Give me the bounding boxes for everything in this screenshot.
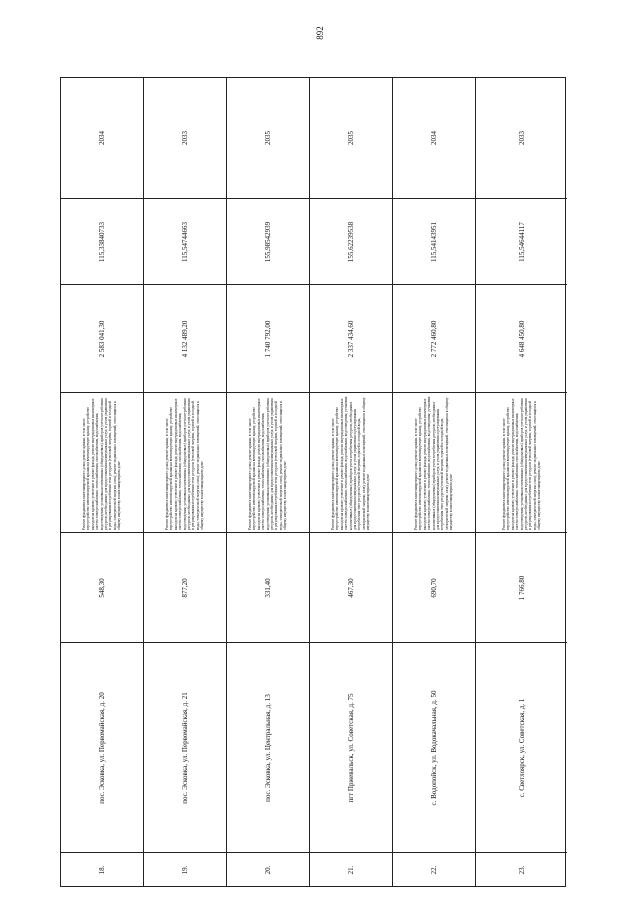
works-text: Ремонт фундамента многоквартирного дома; ремонт крыши, в том числе переустройство невентилируемой крыши на вентилируемую крышу, устройство выходов на кровлю; утепление и ремонт фасада; ремонт внутридомовых инженерных систем электроснабжения, теплоснабжения, водоснабжения, водоотведения; установка коллективных (общедомовых) приборов учета потребления ресурсов, необходимых для предоставления коммунальных услуг, и узлов управления и регулирования потребления этих ресурсов (тепловой энергии, горячей и холодной воды, электрической энергии, газа); ремонт подвальных помещений, относящихся к общему имуществу в многоквартирном доме xyxy=(414,396,454,530)
cell-works xyxy=(310,392,392,532)
cell-num xyxy=(393,852,475,886)
cell-specific xyxy=(227,198,309,284)
cell-num xyxy=(476,852,567,886)
table-row xyxy=(227,78,310,886)
cell-address xyxy=(61,642,143,852)
cell-area xyxy=(310,532,392,642)
num-text: 18. xyxy=(98,865,106,874)
cell-area xyxy=(61,532,143,642)
cost-text: 1 740 792,00 xyxy=(264,320,272,357)
table-row xyxy=(61,78,144,886)
cell-area xyxy=(227,532,309,642)
area-text: 877,20 xyxy=(181,577,189,598)
year-text: 2034 xyxy=(430,131,438,145)
page-number: 892 xyxy=(315,26,325,40)
table-row xyxy=(144,78,227,886)
works-text: Ремонт фундамента многоквартирного дома; ремонт крыши, в том числе переустройство невентилируемой крыши на вентилируемую крышу, устройство выходов на кровлю; утепление и ремонт фасада; ремонт внутридомовых инженерных систем электроснабжения, теплоснабжения, газоснабжения, водоснабжения, водоотведения; установка коллективных (общедомовых) приборов учета потребления ресурсов, необходимых для предоставления коммунальных услуг, и узлов управления и регулирования потребления этих ресурсов (тепловой энергии, горячей и холодной воды, электрической энергии, газа); ремонт подвальных помещений, относящихся к общему имуществу в многоквартирном доме xyxy=(82,397,122,530)
area-text: 548,30 xyxy=(98,577,106,598)
cell-year xyxy=(310,78,392,198)
specific-text: 115,33840733 xyxy=(98,221,106,262)
cost-text: 2 772 460,80 xyxy=(430,320,438,357)
cell-works xyxy=(227,392,309,532)
cell-works xyxy=(476,392,567,532)
num-text: 20. xyxy=(264,865,272,874)
cell-works xyxy=(61,392,143,532)
cell-cost xyxy=(476,284,567,392)
cell-area xyxy=(476,532,567,642)
cell-specific xyxy=(476,198,567,284)
cell-cost xyxy=(310,284,392,392)
cell-address xyxy=(393,642,475,852)
address-text: пос. Эсковка, ул. Центральная, д. 13 xyxy=(264,693,272,802)
area-text: 467,30 xyxy=(347,577,355,598)
cell-year xyxy=(144,78,226,198)
cell-address xyxy=(144,642,226,852)
area-text: 690,70 xyxy=(430,577,438,598)
cell-area xyxy=(144,532,226,642)
address-text: пос. Эсковка, ул. Первомайская, д. 20 xyxy=(98,691,106,804)
capital-repair-table xyxy=(60,77,566,887)
works-text: Ремонт фундамента многоквартирного дома; ремонт крыши, в том числе переустройство невентилируемой крыши на вентилируемую крышу, устройство выходов на кровлю; утепление и ремонт фасада; ремонт внутридомовых инженерных систем электроснабжения, теплоснабжения, водоснабжения, водоотведения; установка коллективных (общедомовых) приборов учета потребления ресурсов, необходимых для предоставления коммунальных услуг, и узлов управления и регулирования потребления этих ресурсов (тепловой энергии, горячей и холодной воды, электрической энергии, газа); ремонт подвальных помещений, относящихся к общему имуществу в многоквартирном доме xyxy=(331,396,371,530)
num-text: 19. xyxy=(181,865,189,874)
cell-num xyxy=(310,852,392,886)
cell-specific xyxy=(310,198,392,284)
year-text: 2033 xyxy=(517,131,526,145)
num-text: 21. xyxy=(347,865,355,874)
num-text: 23. xyxy=(517,865,526,874)
cell-year xyxy=(476,78,567,198)
cell-area xyxy=(393,532,475,642)
cell-works xyxy=(144,392,226,532)
cost-text: 2 583 041,30 xyxy=(98,320,106,357)
specific-text: 155,98542939 xyxy=(264,221,272,262)
area-text: 331,40 xyxy=(264,577,272,598)
address-text: с. Светлоярск, ул. Советская, д. 1 xyxy=(517,698,526,797)
cell-address xyxy=(310,642,392,852)
cell-specific xyxy=(144,198,226,284)
cell-specific xyxy=(393,198,475,284)
cost-text: 2 337 434,60 xyxy=(347,320,355,357)
table-row xyxy=(310,78,393,886)
specific-text: 115,54744663 xyxy=(181,221,189,262)
cell-year xyxy=(393,78,475,198)
specific-text: 115,54644117 xyxy=(517,221,526,262)
cost-text: 4 648 450,80 xyxy=(517,320,526,357)
num-text: 22. xyxy=(430,865,438,874)
year-text: 2034 xyxy=(98,131,106,145)
works-text: Ремонт фундамента многоквартирного дома; ремонт крыши, в том числе переустройство невентилируемой крыши на вентилируемую крышу, устройство выходов на кровлю; утепление и ремонт фасада; ремонт внутридомовых инженерных систем электроснабжения, теплоснабжения, газоснабжения, водоснабжения, водоотведения; установка коллективных (общедомовых) приборов учета потребления ресурсов, необходимых для предоставления коммунальных услуг, и узлов управления и регулирования потребления этих ресурсов (тепловой энергии, горячей и холодной воды, электрической энергии, газа); ремонт подвальных помещений, относящихся к общему имуществу в многоквартирном доме xyxy=(501,397,541,530)
area-text: 1 766,80 xyxy=(517,575,526,600)
cell-works xyxy=(393,392,475,532)
specific-text: 155,62239538 xyxy=(347,221,355,262)
cell-num xyxy=(227,852,309,886)
cell-cost xyxy=(393,284,475,392)
cell-address xyxy=(227,642,309,852)
cell-cost xyxy=(61,284,143,392)
cell-num xyxy=(144,852,226,886)
year-text: 2033 xyxy=(181,131,189,145)
address-text: пгт Пржевальск, ул. Советская, д. 75 xyxy=(347,692,355,803)
address-text: с. Водопойск, ул. Водокачальная, д. 50 xyxy=(430,690,438,805)
cell-cost xyxy=(144,284,226,392)
works-text: Ремонт фундамента многоквартирного дома; ремонт крыши, в том числе переустройство невентилируемой крыши на вентилируемую крышу, устройство выходов на кровлю; утепление и ремонт фасада; ремонт внутридомовых инженерных систем электроснабжения, теплоснабжения, газоснабжения, водоснабжения, водоотведения; установка коллективных (общедомовых) приборов учета потребления ресурсов, необходимых для предоставления коммунальных услуг, и узлов управления и регулирования потребления этих ресурсов (тепловой энергии, горячей и холодной воды, электрической энергии, газа); ремонт подвальных помещений, относящихся к общему имуществу в многоквартирном доме xyxy=(248,397,288,530)
cell-year xyxy=(227,78,309,198)
works-text: Ремонт фундамента многоквартирного дома; ремонт крыши, в том числе переустройство невентилируемой крыши на вентилируемую крышу, устройство выходов на кровлю; утепление и ремонт фасада; ремонт внутридомовых инженерных систем электроснабжения, теплоснабжения, газоснабжения, водоснабжения, водоотведения; установка коллективных (общедомовых) приборов учета потребления ресурсов, необходимых для предоставления коммунальных услуг, и узлов управления и регулирования потребления этих ресурсов (тепловой энергии, горячей и холодной воды, электрической энергии, газа); ремонт подвальных помещений, относящихся к общему имуществу в многоквартирном доме xyxy=(165,397,205,530)
cell-year xyxy=(61,78,143,198)
cell-num xyxy=(61,852,143,886)
address-text: пос. Эсковка, ул. Первомайская, д. 21 xyxy=(181,691,189,804)
cost-text: 4 132 489,20 xyxy=(181,320,189,357)
cell-address xyxy=(476,642,567,852)
year-text: 2035 xyxy=(347,131,355,145)
cell-cost xyxy=(227,284,309,392)
table-row xyxy=(393,78,476,886)
specific-text: 115,54143951 xyxy=(430,221,438,262)
year-text: 2035 xyxy=(264,131,272,145)
cell-specific xyxy=(61,198,143,284)
table-row xyxy=(476,78,567,886)
